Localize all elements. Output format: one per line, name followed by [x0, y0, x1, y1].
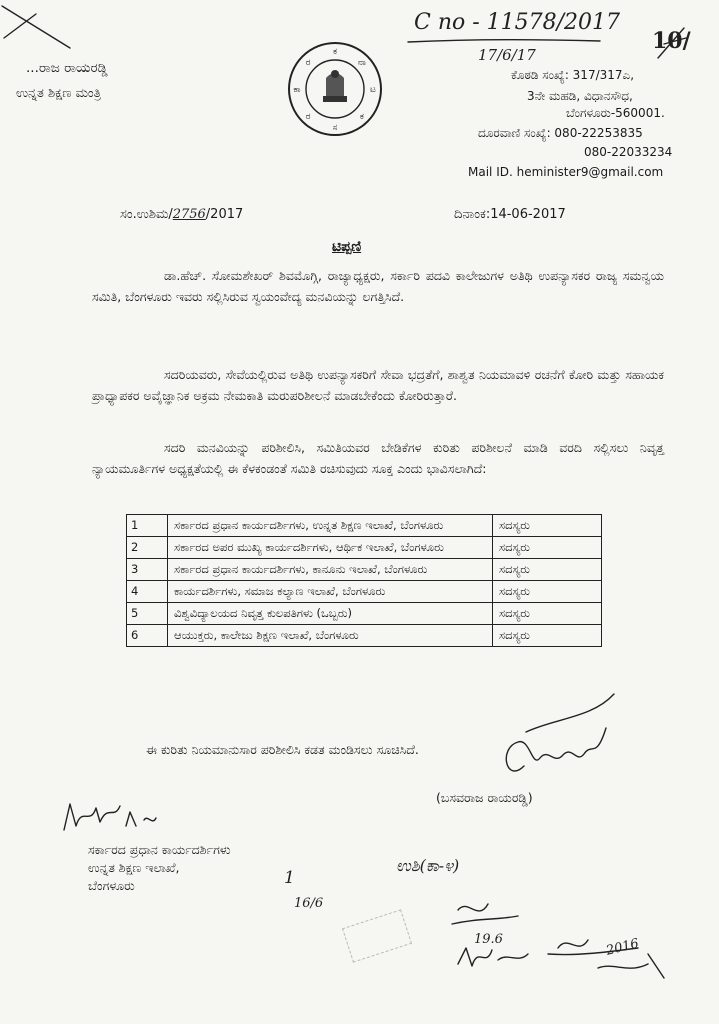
emblem-letter: ಟ: [370, 85, 376, 95]
note-date-2: 19.6: [474, 932, 503, 947]
mail-id: Mail ID. heminister9@gmail.com: [468, 165, 664, 179]
emblem-letter: ಕ: [332, 47, 338, 57]
member-number: 6: [127, 625, 168, 647]
member-designation: ಕಾರ್ಯದರ್ಶಿಗಳು, ಸಮಾಜ ಕಲ್ಯಾಣ ಇಲಾಖೆ, ಬೆಂಗಳೂರು: [168, 581, 493, 603]
official-initials: [56, 796, 166, 846]
note-date-1: 16/6: [294, 896, 324, 911]
emblem-letter: ನಾ: [357, 58, 366, 69]
member-number: 4: [127, 581, 168, 603]
handwritten-date: 17/6/17: [478, 46, 536, 64]
emblem-letter: ಕಾ: [293, 85, 301, 95]
table-row: [127, 559, 602, 581]
handwritten-initials-cluster: [438, 894, 698, 1014]
karnataka-emblem-seal: [286, 40, 384, 138]
table-row: [127, 625, 602, 647]
table-row: [127, 537, 602, 559]
member-role: ಸದಸ್ಯರು: [493, 581, 602, 603]
member-number: 5: [127, 603, 168, 625]
member-role: ಸದಸ್ಯರು: [493, 537, 602, 559]
corner-strike-mark: [0, 0, 80, 60]
member-role: ಸದಸ್ಯರು: [493, 515, 602, 537]
handwritten-file-number: C no - 11578/2017: [414, 10, 621, 35]
handwritten-initial: 10/: [652, 28, 691, 54]
minister-signature: [496, 688, 616, 788]
paragraph-2: ಸದರಿಯವರು, ಸೇವೆಯಲ್ಲಿರುವ ಅತಿಥಿ ಉಪನ್ಯಾಸಕರಿಗೆ ಸೇವಾ ಭದ್ರತೆಗೆ, ಶಾಶ್ವತ ನಿಯಮಾವಳಿ ರಚನೆಗೆ ಕೋರಿ ಮತ್ತು ಸಹಾಯಕ ಪ್ರಾಧ್ಯಾಪಕರ ಅವೈಜ್ಞಾನಿಕ ಅಕ್ರಮ ನೇಮಕಾತಿ ಮರುಪರಿಶೀಲನೆ ಮಾಡಬೇಕೆಂದು ಕೋರಿರುತ್ತಾರೆ.: [92, 367, 664, 403]
initial-strike: [654, 24, 690, 64]
table-row: [127, 603, 602, 625]
note-number: 1: [284, 868, 295, 888]
closing-instruction: ಈ ಕುರಿತು ನಿಯಮಾನುಸಾರ ಪರಿಶೀಲಿಸಿ ಕಡತ ಮಂಡಿಸಲು ಸೂಚಿಸಿದೆ.: [146, 742, 419, 757]
address-phone: ದೂರವಾಣಿ ಸಂಖ್ಯೆ: 080-22253835: [478, 126, 643, 140]
letter-date: ದಿನಾಂಕ:14-06-2017: [454, 207, 566, 222]
table-row: [127, 581, 602, 603]
paragraph-3: ಸದರಿ ಮನವಿಯನ್ನು ಪರಿಶೀಲಿಸಿ, ಸಮಿತಿಯವರ ಬೇಡಿಕೆಗಳ ಕುರಿತು ಪರಿಶೀಲನೆ ಮಾಡಿ ವರದಿ ಸಲ್ಲಿಸಲು ನಿವೃತ್ತ ನ್ಯಾಯಮೂರ್ತಿಗಳ ಅಧ್ಯಕ್ಷತೆಯಲ್ಲಿ ಈ ಕೆಳಕಂಡಂತೆ ಸಮಿತಿ ರಚಿಸುವುದು ಸೂಕ್ತ ಎಂದು ಭಾವಿಸಲಾಗಿದೆ:: [92, 440, 664, 476]
recipient-line-1: ಸರ್ಕಾರದ ಪ್ರಧಾನ ಕಾರ್ಯದರ್ಶಿಗಳು: [88, 842, 231, 857]
paragraph-1: ಡಾ.ಹೆಚ್. ಸೋಮಶೇಖರ್ ಶಿವಮೊಗ್ಗಿ, ರಾಜ್ಯಾಧ್ಯಕ್ಷರು, ಸರ್ಕಾರಿ ಪದವಿ ಕಾಲೇಜುಗಳ ಅತಿಥಿ ಉಪನ್ಯಾಸಕರ ರಾಜ್ಯ ಸಮನ್ವಯ ಸಮಿತಿ, ಬೆಂಗಳೂರು ಇವರು ಸಲ್ಲಿಸಿರುವ ಸ್ವಯಂವೇದ್ಯ ಮನವಿಯನ್ನು ಲಗತ್ತಿಸಿದೆ.: [92, 268, 664, 304]
emblem-letter: ಕ: [359, 111, 364, 122]
handwritten-underline: [404, 36, 604, 46]
note-heading: ಟಿಪ್ಪಣಿ: [332, 239, 362, 255]
recipient-line-3: ಬೆಂಗಳೂರು: [88, 878, 135, 893]
member-number: 1: [127, 515, 168, 537]
member-designation: ಸರ್ಕಾರದ ಪ್ರಧಾನ ಕಾರ್ಯದರ್ಶಿಗಳು, ಕಾನೂನು ಇಲಾಖೆ, ಬೆಂಗಳೂರು: [168, 559, 493, 581]
note-section: ಉಶಿ(ಕಾ-೪): [396, 856, 460, 875]
sender-name: ...ರಾಜ ರಾಯರಡ್ಡಿ: [26, 60, 108, 76]
address-city: ಬೆಂಗಳೂರು-560001.: [566, 106, 665, 120]
committee-members-table: [126, 514, 602, 647]
note-year: 2016: [604, 936, 641, 959]
recipient-line-2: ಉನ್ನತ ಶಿಕ್ಷಣ ಇಲಾಖೆ,: [88, 860, 180, 875]
signatory-name: (ಬಸವರಾಜ ರಾಯರಡ್ಡಿ): [436, 790, 533, 805]
emblem-letter: ರ: [305, 58, 311, 69]
member-number: 3: [127, 559, 168, 581]
member-designation: ಆಯುಕ್ತರು, ಕಾಲೇಜು ಶಿಕ್ಷಣ ಇಲಾಖೆ, ಬೆಂಗಳೂರು: [168, 625, 493, 647]
address-room: ಕೊಠಡಿ ಸಂಖ್ಯೆ: 317/317ಎ,: [511, 68, 635, 82]
emblem-letter: ಸ: [332, 123, 338, 133]
member-designation: ಸರ್ಕಾರದ ಅಪರ ಮುಖ್ಯ ಕಾರ್ಯದರ್ಶಿಗಳು, ಆರ್ಥಿಕ ಇಲಾಖೆ, ಬೆಂಗಳೂರು: [168, 537, 493, 559]
member-role: ಸದಸ್ಯರು: [493, 625, 602, 647]
member-number: 2: [127, 537, 168, 559]
member-role: ಸದಸ್ಯರು: [493, 559, 602, 581]
sender-title: ಉನ್ನತ ಶಿಕ್ಷಣ ಮಂತ್ರಿ: [16, 86, 102, 101]
faint-stamp: [342, 909, 412, 962]
address-floor: 3ನೇ ಮಹಡಿ, ವಿಧಾನಸೌಧ,: [527, 89, 633, 103]
member-role: ಸದಸ್ಯರು: [493, 603, 602, 625]
address-phone-2: 080-22033234: [584, 145, 673, 159]
table-row: [127, 515, 602, 537]
member-designation: ಸರ್ಕಾರದ ಪ್ರಧಾನ ಕಾರ್ಯದರ್ಶಿಗಳು, ಉನ್ನತ ಶಿಕ್ಷಣ ಇಲಾಖೆ, ಬೆಂಗಳೂರು: [168, 515, 493, 537]
member-designation: ವಿಶ್ವವಿದ್ಯಾಲಯದ ನಿವೃತ್ತ ಕುಲಪತಿಗಳು (ಒಬ್ಬರು): [168, 603, 493, 625]
reference-number: ಸಂ.ಉಶಿಮ/2756/2017: [120, 207, 244, 222]
emblem-letter: ರ: [305, 111, 311, 122]
